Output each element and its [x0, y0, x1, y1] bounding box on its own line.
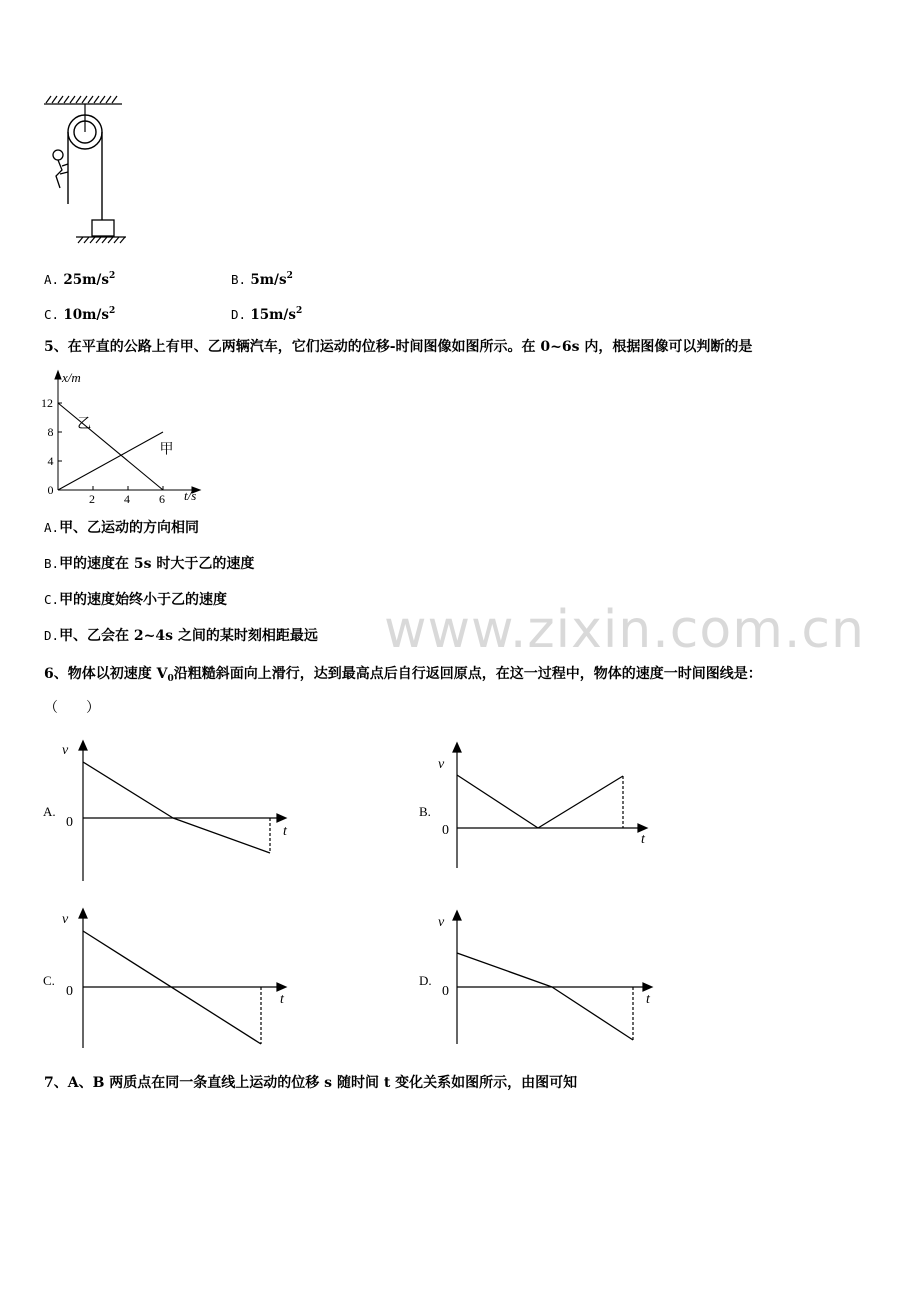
graph-b-t-arrow [638, 824, 647, 832]
y-tick-label-12: 12 [41, 396, 53, 410]
graph-d-label: D. [419, 973, 432, 988]
weight-block [92, 220, 114, 236]
x-tick-label-2: 2 [89, 492, 95, 506]
q5-question: 5、在平直的公路上有甲、乙两辆汽车，它们运动的位移-时间图像如图所示。在 0~6s 内，根据图像可以判断的是 [44, 339, 753, 355]
series-line-1 [58, 432, 163, 490]
q6-graph-c[interactable] [40, 905, 300, 1050]
rope [68, 132, 102, 220]
q6-graph-d[interactable] [416, 908, 666, 1046]
graph-d-curve-up [457, 953, 552, 987]
graph-a-curve-down [173, 818, 270, 853]
graph-c-v-arrow [79, 909, 87, 918]
graph-b-curve-up [538, 776, 623, 828]
graph-d-zero: 0 [442, 984, 449, 999]
graph-a-t-label: t [283, 824, 287, 839]
y-tick-label-4: 4 [47, 454, 54, 468]
graph-a-zero: 0 [66, 815, 73, 830]
q4-option-b[interactable]: B. $5m/s^2$ [231, 271, 293, 288]
ceiling-support [44, 96, 122, 132]
q5-option-a[interactable]: A.甲、乙运动的方向相同 [44, 520, 200, 536]
y-axis-arrow [55, 371, 61, 379]
graph-a-label: A. [43, 804, 56, 819]
watermark: www.zixin.com.cn [384, 600, 865, 660]
q5-option-c[interactable]: C.甲的速度始终小于乙的速度 [44, 592, 228, 608]
graph-c-t-label: t [280, 992, 284, 1007]
graph-d-curve-down [552, 987, 633, 1040]
graph-a-v-label: v [62, 743, 69, 758]
q6-question: 6、物体以初速度 $V_0$沿粗糙斜面向上滑行，达到最高点后自行返回原点，在这一过程中，物体的速度一时间图线是： [44, 666, 762, 684]
graph-c-label: C. [43, 973, 55, 988]
q4-option-c[interactable]: C. $10m/s^2$ [44, 306, 116, 323]
graph-b-label: B. [419, 804, 431, 819]
y-tick-label-8: 8 [47, 425, 54, 439]
q5-option-d[interactable]: D.甲、乙会在 2~4s 之间的某时刻相距最远 [44, 628, 318, 644]
q6-graph-a[interactable] [40, 738, 300, 888]
x-tick-label-4: 4 [124, 492, 130, 506]
graph-c-zero: 0 [66, 984, 73, 999]
series-label-0: 乙 [77, 417, 92, 433]
graph-c-v-label: v [62, 912, 69, 927]
graph-d-t-arrow [643, 983, 652, 991]
q4-option-a[interactable]: A. $25m/s^2$ [44, 271, 116, 288]
climbing-person-icon [53, 150, 68, 188]
graph-b-v-arrow [453, 743, 461, 752]
graph-b-v-label: v [438, 757, 445, 772]
graph-d-t-label: t [646, 992, 650, 1007]
q6-answer-paren: （ ） [44, 700, 100, 716]
pulley-figure [40, 92, 130, 244]
ground [76, 237, 126, 243]
graph-a-v-arrow [79, 741, 87, 750]
x-axis-label: t/s [184, 488, 197, 503]
series-label-1: 甲 [159, 442, 174, 458]
y-axis-label: x/m [62, 370, 81, 385]
graph-c-t-arrow [277, 983, 286, 991]
graph-b-t-label: t [641, 832, 645, 847]
graph-a-t-arrow [277, 814, 286, 822]
graph-b-zero: 0 [442, 823, 449, 838]
graph-d-v-arrow [453, 911, 461, 920]
q5-option-b[interactable]: B.甲的速度在 5s 时大于乙的速度 [44, 556, 255, 572]
q6-graph-b[interactable] [416, 740, 666, 875]
series-line-0 [58, 403, 163, 490]
graph-d-v-label: v [438, 915, 445, 930]
graph-b-curve-down [457, 775, 538, 828]
graph-a-curve-up [83, 762, 173, 818]
q5-xt-chart [40, 368, 210, 506]
q4-option-d[interactable]: D. $15m/s^2$ [231, 306, 303, 323]
x-tick-label-6: 6 [159, 492, 165, 506]
y-tick-label-0: 0 [47, 483, 54, 497]
q7-question: 7、A、B 两质点在同一条直线上运动的位移 s 随时间 t 变化关系如图所示，由图可知 [44, 1075, 578, 1091]
